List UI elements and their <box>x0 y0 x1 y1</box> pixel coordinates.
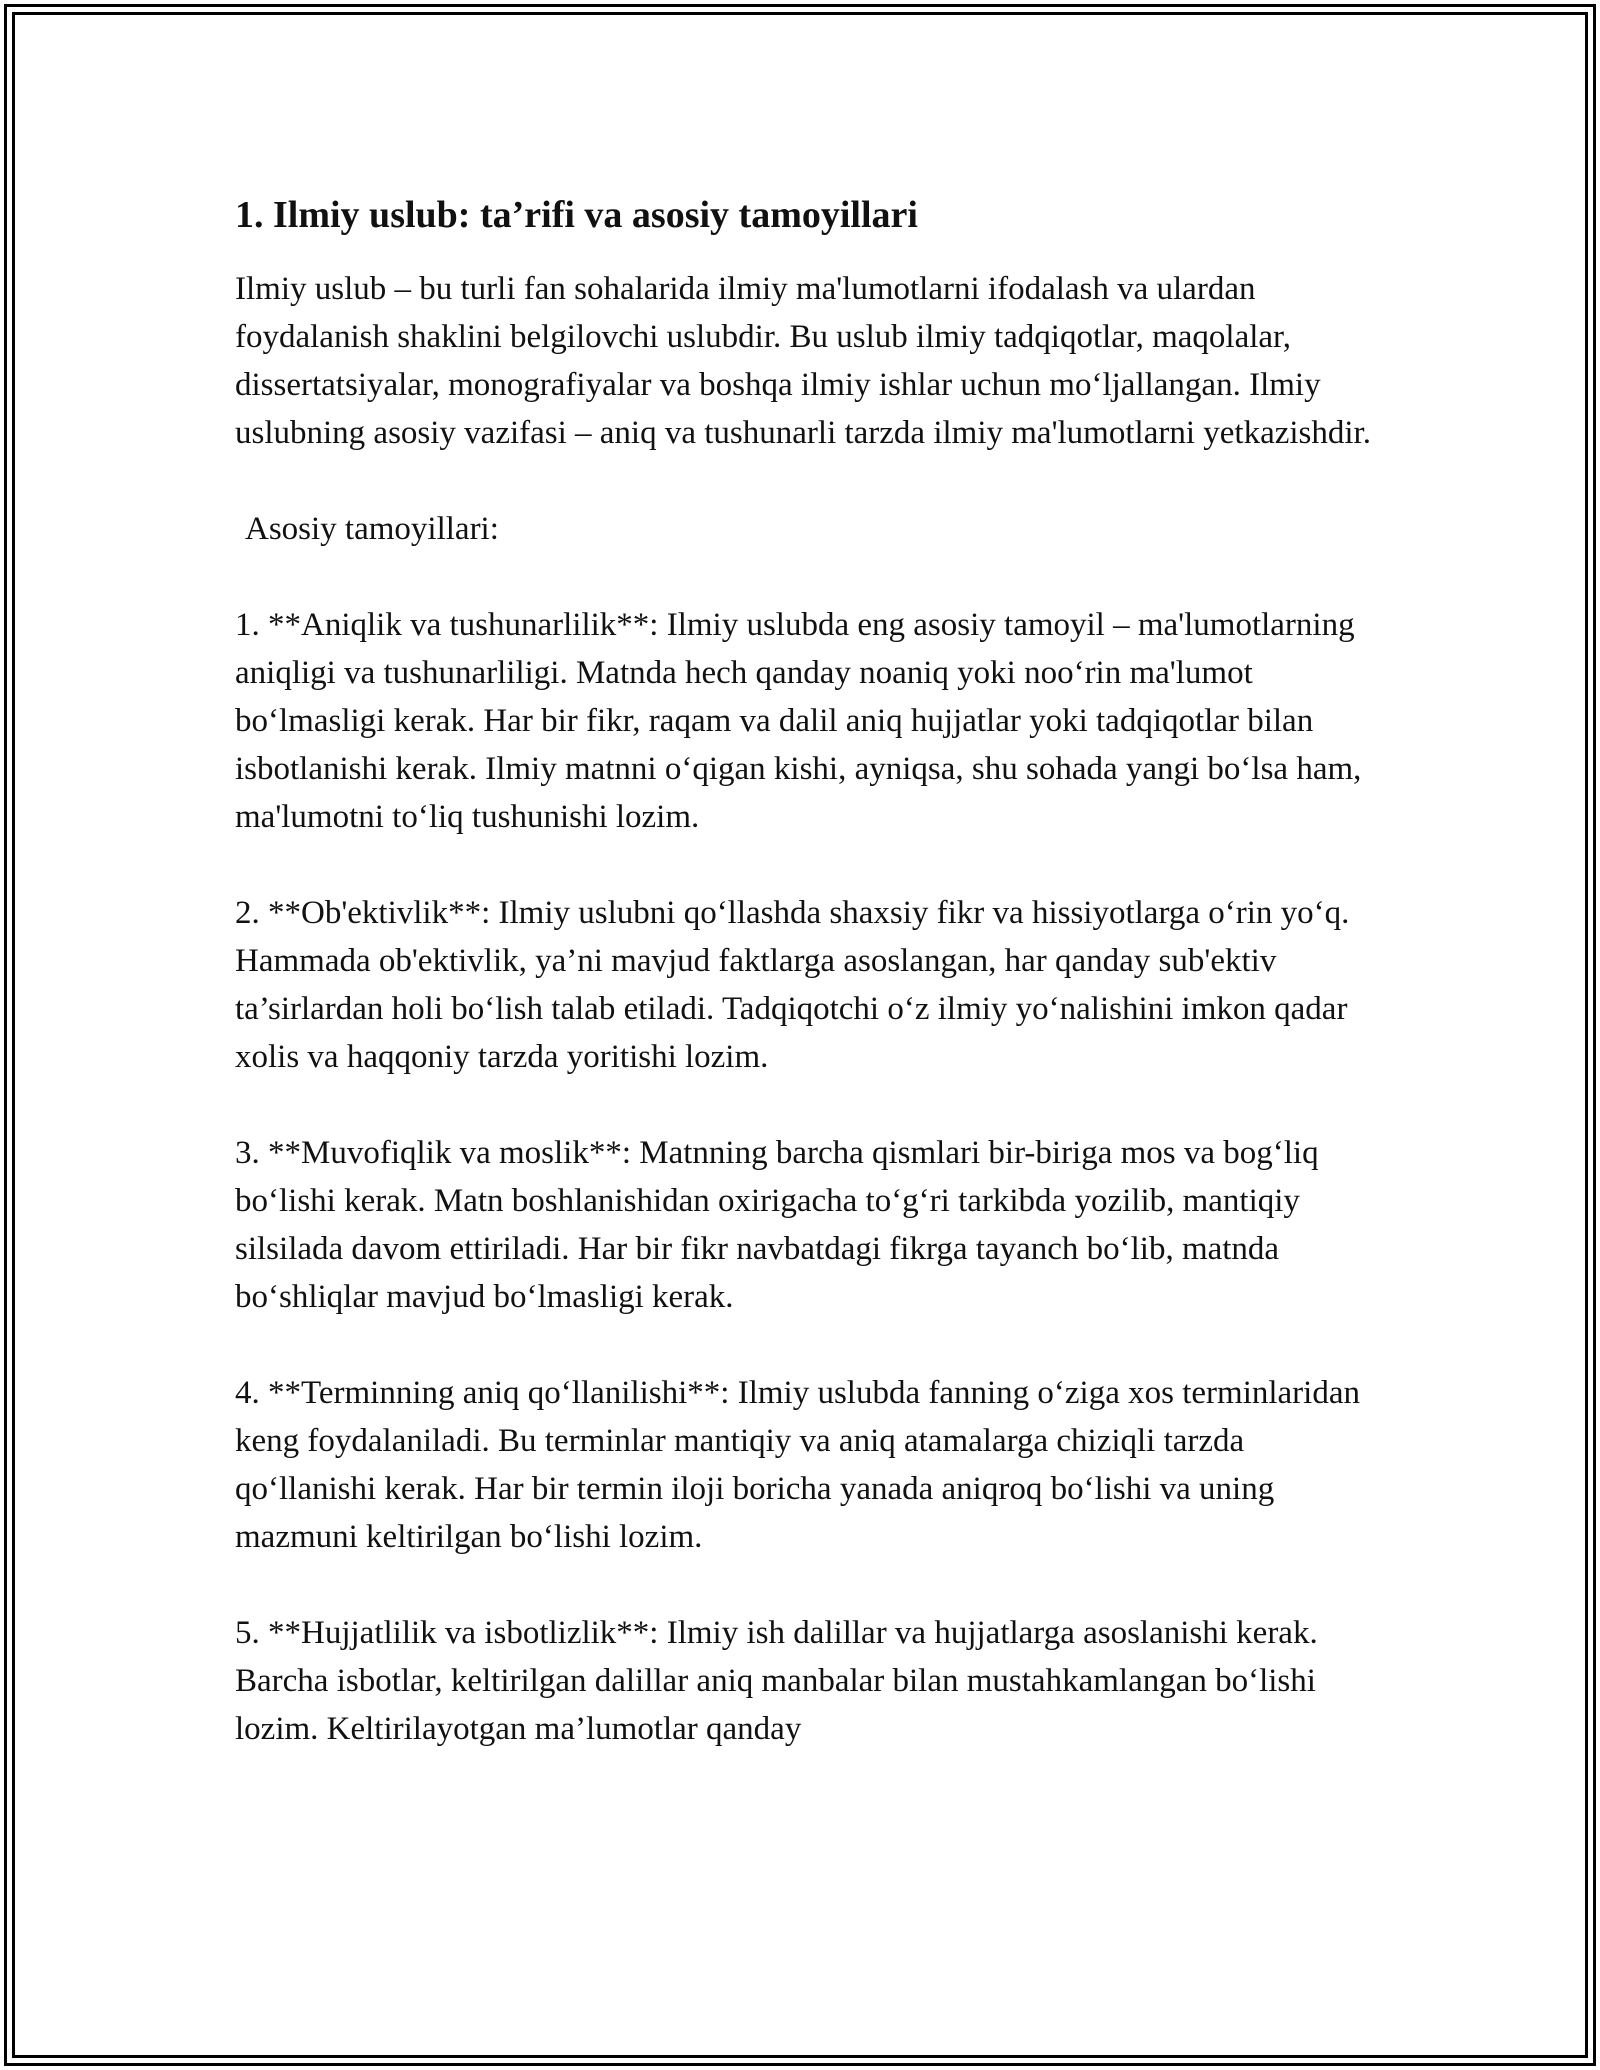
intro-paragraph: Ilmiy uslub – bu turli fan sohalarida ilmiy ma'lumotlarni ifodalash va ulardan foydalanish shaklini belgilovchi uslubdir. Bu uslub ilmiy tadqiqotlar, maqolalar, dissertatsiyalar, monografiyalar va boshqa ilmiy ishlar uchun mo‘ljallangan. Ilmiy uslubning asosiy vazifasi – aniq va tushunarli tarzda ilmiy ma'lumotlarni yetkazishdir. <box>235 271 1371 451</box>
principle-paragraph-4: 4. **Terminning aniq qo‘llanilishi**: Ilmiy uslubda fanning o‘ziga xos terminlaridan keng foydalaniladi. Bu terminlar mantiqiy va aniq atamalarga chiziqli tarzda qo‘llanishi kerak. Har bir termin iloji boricha yanada aniqroq bo‘lishi va uning mazmuni keltirilgan bo‘lishi lozim. <box>235 1375 1360 1555</box>
page-title: 1. Ilmiy uslub: ta’rifi va asosiy tamoyillari <box>235 194 918 236</box>
principle-paragraph-3: 3. **Muvofiqlik va moslik**: Matnning barcha qismlari bir-biriga mos va bog‘liq bo‘lishi kerak. Matn boshlanishidan oxirigacha to‘g‘ri tarkibda yozilib, mantiqiy silsilada davom ettiriladi. Har bir fikr navbatdagi fikrga tayanch bo‘lib, matnda bo‘shliqlar mavjud bo‘lmasligi kerak. <box>235 1135 1319 1315</box>
principle-paragraph-5: 5. **Hujjatlilik va isbotlizlik**: Ilmiy ish dalillar va hujjatlarga asoslanishi kerak. Barcha isbotlar, keltirilgan dalillar aniq manbalar bilan mustahkamlangan bo‘lishi lozim. Keltirilayotgan ma’lumotlar qanday <box>235 1615 1318 1747</box>
principle-paragraph-1: 1. **Aniqlik va tushunarlilik**: Ilmiy uslubda eng asosiy tamoyil – ma'lumotlarning aniqligi va tushunarliligi. Matnda hech qanday noaniq yoki noo‘rin ma'lumot bo‘lmasligi kerak. Har bir fikr, raqam va dalil aniq hujjatlar yoki tadqiqotlar bilan isbotlanishi kerak. Ilmiy matnni o‘qigan kishi, ayniqsa, shu sohada yangi bo‘lsa ham, ma'lumotni to‘liq tushunishi lozim. <box>235 607 1362 835</box>
document-body <box>235 185 1380 1801</box>
principles-heading: Asosiy tamoyillari: <box>245 511 499 547</box>
principle-paragraph-2: 2. **Ob'ektivlik**: Ilmiy uslubni qo‘llashda shaxsiy fikr va hissiyotlarga o‘rin yo‘q. Hammada ob'ektivlik, ya’ni mavjud faktlarga asoslangan, har qanday sub'ektiv ta’sirlardan holi bo‘lish talab etiladi. Tadqiqotchi o‘z ilmiy yo‘nalishini imkon qadar xolis va haqqoniy tarzda yoritishi lozim. <box>235 895 1350 1075</box>
